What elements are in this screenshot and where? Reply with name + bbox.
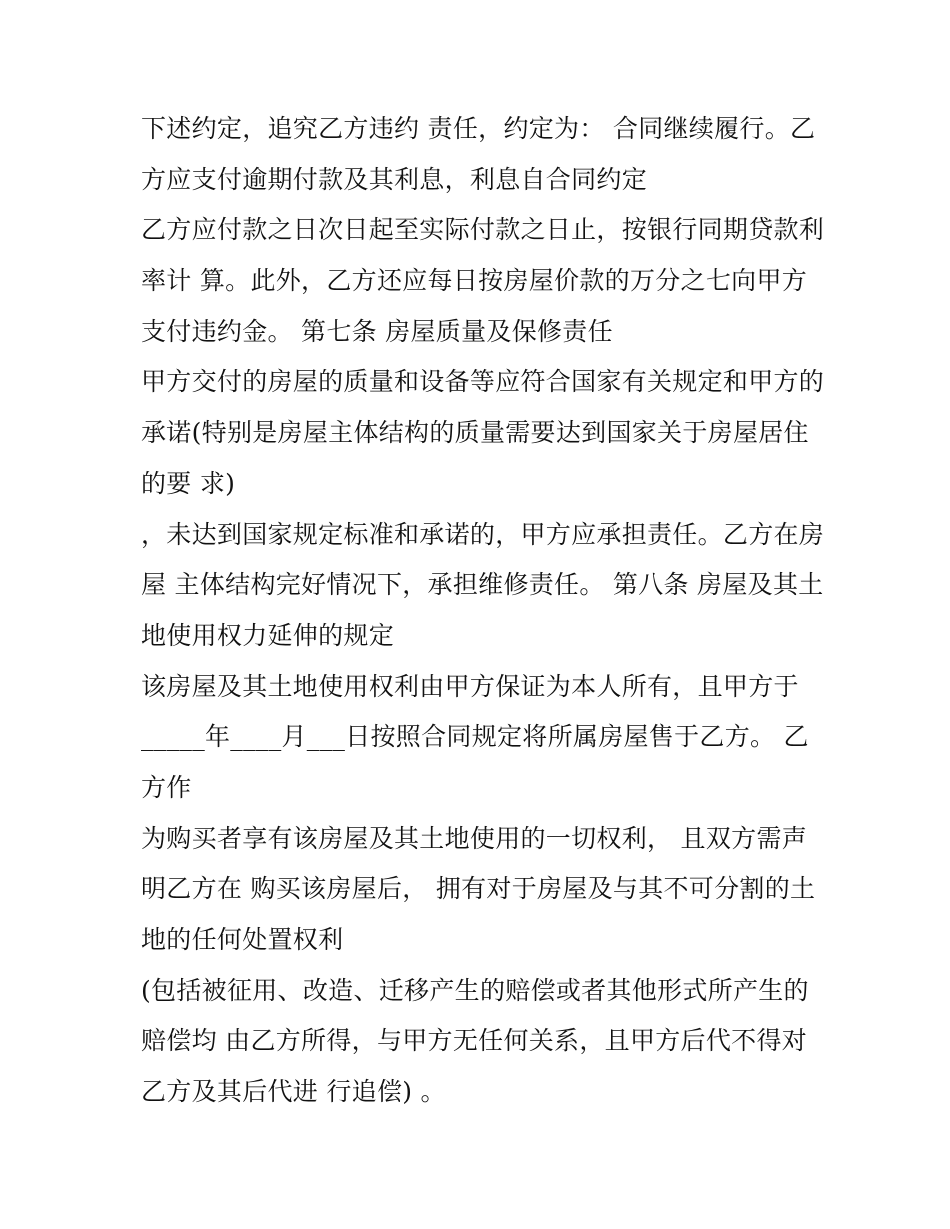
text-line: (包括被征用、改造、迁移产生的赔偿或者其他形式所产生的 (141, 975, 809, 1005)
text-line: 方作 (141, 772, 192, 802)
text-line: _____年____月___日按照合同规定将所属房屋售于乙方。 乙 (141, 722, 809, 752)
text-line: 赔偿均 由乙方所得，与甲方无任何关系，且甲方后代不得对 (141, 1026, 808, 1056)
text-line: 乙方及其后代进 行追偿) 。 (141, 1077, 446, 1107)
contract-text-body (141, 104, 831, 1118)
text-line: 甲方交付的房屋的质量和设备等应符合国家有关规定和甲方的 (141, 367, 825, 397)
text-line: 的要 求) (141, 468, 236, 498)
text-line: ，未达到国家规定标准和承诺的，甲方应承担责任。乙方在房 (141, 519, 825, 549)
text-line: 地的任何处置权利 (141, 925, 344, 954)
text-line: 该房屋及其土地使用权利由甲方保证为本人所有，且甲方于 (141, 671, 799, 701)
text-line: 承诺(特别是房屋主体结构的质量需要达到国家关于房屋居住 (141, 418, 809, 448)
text-line: 乙方应付款之日次日起至实际付款之日止，按银行同期贷款利 (141, 215, 825, 245)
text-line: 明乙方在 购买该房屋后， 拥有对于房屋及与其不可分割的土 (141, 874, 816, 904)
text-line: 率计 算。此外，乙方还应每日按房屋价款的万分之七向甲方 (141, 266, 808, 296)
text-line: 屋 主体结构完好情况下，承担维修责任。 第八条 房屋及其土 (141, 570, 824, 600)
text-line: 下述约定，追究乙方违约 责任，约定为： 合同继续履行。乙 (141, 114, 816, 143)
text-line: 为购买者享有该房屋及其土地使用的一切权利， 且双方需声 (141, 823, 808, 853)
text-line: 支付违约金。 第七条 房屋质量及保修责任 (141, 316, 613, 346)
text-line: 方应支付逾期付款及其利息，利息自合同约定 (141, 164, 648, 194)
text-line: 地使用权力延伸的规定 (141, 620, 395, 650)
